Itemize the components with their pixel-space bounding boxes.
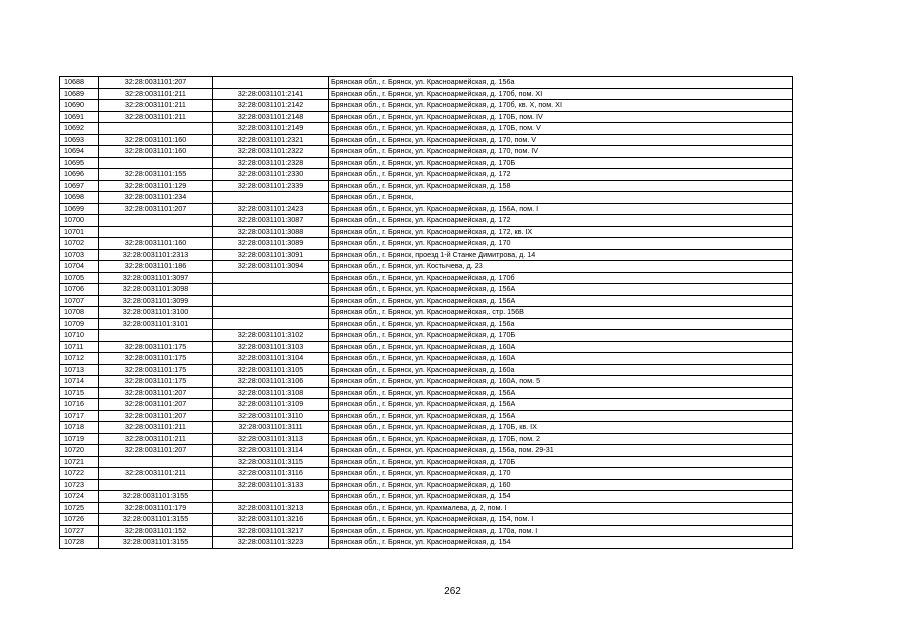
table-row [60,249,793,261]
address-cell: Брянская обл., г. Брянск, ул. Красноармейская, д. 170Б, кв. IX [329,422,793,434]
address-cell: Брянская обл., г. Брянск, ул. Красноармейская, д. 154, пом. I [329,514,793,526]
quarter-number-cell: 32:28:0031101:175 [99,364,213,376]
building-number-cell: 32:28:0031101:2423 [213,203,329,215]
address-cell: Брянская обл., г. Брянск, ул. Красноармейская, д. 156А, пом. I [329,203,793,215]
row-number-cell: 10699 [60,203,99,215]
row-number-cell: 10722 [60,468,99,480]
table-row [60,134,793,146]
building-number-cell: 32:28:0031101:2141 [213,88,329,100]
row-number-cell: 10726 [60,514,99,526]
quarter-number-cell [99,479,213,491]
table-row [60,353,793,365]
quarter-number-cell [99,456,213,468]
row-number-cell: 10718 [60,422,99,434]
address-cell: Брянская обл., г. Брянск, ул. Красноармейская, д. 170 [329,468,793,480]
address-cell: Брянская обл., г. Брянск, ул. Красноармейская, д. 170Б, пом. V [329,123,793,135]
address-cell: Брянская обл., г. Брянск, ул. Красноармейская, д. 158 [329,180,793,192]
row-number-cell: 10715 [60,387,99,399]
table-row [60,295,793,307]
building-number-cell: 32:28:0031101:3103 [213,341,329,353]
address-cell: Брянская обл., г. Брянск, ул. Красноармейская, д. 172 [329,169,793,181]
quarter-number-cell: 32:28:0031101:3101 [99,318,213,330]
building-number-cell: 32:28:0031101:3217 [213,525,329,537]
building-number-cell [213,192,329,204]
registry-table-body [60,77,793,549]
table-row [60,376,793,388]
table-row [60,192,793,204]
row-number-cell: 10728 [60,537,99,549]
table-row [60,502,793,514]
address-cell: Брянская обл., г. Брянск, ул. Красноармейская, д. 160А, пом. 5 [329,376,793,388]
table-row [60,445,793,457]
row-number-cell: 10703 [60,249,99,261]
address-cell: Брянская обл., г. Брянск, ул. Красноармейская, д. 154 [329,537,793,549]
building-number-cell: 32:28:0031101:3094 [213,261,329,273]
quarter-number-cell: 32:28:0031101:160 [99,146,213,158]
building-number-cell: 32:28:0031101:3091 [213,249,329,261]
address-cell: Брянская обл., г. Брянск, ул. Красноармейская, д. 156А [329,410,793,422]
address-cell: Брянская обл., г. Брянск, ул. Красноармейская, д. 172 [329,215,793,227]
row-number-cell: 10693 [60,134,99,146]
table-row [60,514,793,526]
quarter-number-cell: 32:28:0031101:155 [99,169,213,181]
registry-table [59,76,793,549]
table-row [60,180,793,192]
table-row [60,387,793,399]
table-row [60,238,793,250]
quarter-number-cell: 32:28:0031101:211 [99,422,213,434]
building-number-cell: 32:28:0031101:3213 [213,502,329,514]
row-number-cell: 10706 [60,284,99,296]
row-number-cell: 10698 [60,192,99,204]
table-row [60,433,793,445]
address-cell: Брянская обл., г. Брянск, ул. Крахмалева, д. 2, пом. I [329,502,793,514]
quarter-number-cell [99,215,213,227]
address-cell: Брянская обл., г. Брянск, ул. Красноармейская, д. 170Б [329,456,793,468]
row-number-cell: 10714 [60,376,99,388]
quarter-number-cell: 32:28:0031101:234 [99,192,213,204]
address-cell: Брянская обл., г. Брянск, ул. Красноармейская, д. 156А [329,399,793,411]
building-number-cell: 32:28:0031101:3109 [213,399,329,411]
quarter-number-cell: 32:28:0031101:160 [99,134,213,146]
row-number-cell: 10723 [60,479,99,491]
table-row [60,456,793,468]
table-row [60,146,793,158]
quarter-number-cell: 32:28:0031101:3155 [99,537,213,549]
table-row [60,318,793,330]
row-number-cell: 10688 [60,77,99,89]
table-row [60,479,793,491]
address-cell: Брянская обл., г. Брянск, ул. Красноармейская, д. 156а [329,318,793,330]
building-number-cell: 32:28:0031101:3216 [213,514,329,526]
building-number-cell: 32:28:0031101:2322 [213,146,329,158]
address-cell: Брянская обл., г. Брянск, ул. Красноармейская, д. 172, кв. IX [329,226,793,238]
table-row [60,330,793,342]
row-number-cell: 10697 [60,180,99,192]
row-number-cell: 10705 [60,272,99,284]
row-number-cell: 10704 [60,261,99,273]
address-cell: Брянская обл., г. Брянск, ул. Красноармейская, д. 160а [329,364,793,376]
quarter-number-cell: 32:28:0031101:207 [99,445,213,457]
row-number-cell: 10725 [60,502,99,514]
table-row [60,77,793,89]
quarter-number-cell: 32:28:0031101:207 [99,203,213,215]
address-cell: Брянская обл., г. Брянск, ул. Красноармейская, д. 170Б [329,157,793,169]
quarter-number-cell: 32:28:0031101:211 [99,468,213,480]
address-cell: Брянская обл., г. Брянск, ул. Красноармейская, д. 156а [329,77,793,89]
address-cell: Брянская обл., г. Брянск, ул. Красноармейская, д. 170, пом. IV [329,146,793,158]
table-row [60,203,793,215]
table-row [60,284,793,296]
table-row [60,111,793,123]
address-cell: Брянская обл., г. Брянск, ул. Красноармейская, д. 160А [329,353,793,365]
address-cell: Брянская обл., г. Брянск, ул. Красноармейская, д. 170б [329,272,793,284]
address-cell: Брянская обл., г. Брянск, ул. Красноармейская, д. 170Б [329,330,793,342]
building-number-cell [213,272,329,284]
building-number-cell: 32:28:0031101:3105 [213,364,329,376]
table-row [60,307,793,319]
quarter-number-cell: 32:28:0031101:3097 [99,272,213,284]
building-number-cell: 32:28:0031101:2339 [213,180,329,192]
row-number-cell: 10700 [60,215,99,227]
building-number-cell: 32:28:0031101:3133 [213,479,329,491]
quarter-number-cell [99,157,213,169]
table-row [60,261,793,273]
table-row [60,422,793,434]
address-cell: Брянская обл., г. Брянск, ул. Костычева, д. 23 [329,261,793,273]
row-number-cell: 10692 [60,123,99,135]
building-number-cell [213,284,329,296]
table-row [60,468,793,480]
quarter-number-cell: 32:28:0031101:3099 [99,295,213,307]
table-row [60,157,793,169]
building-number-cell [213,307,329,319]
address-cell: Брянская обл., г. Брянск, ул. Красноармейская, д. 170б, пом. XI [329,88,793,100]
row-number-cell: 10702 [60,238,99,250]
quarter-number-cell: 32:28:0031101:3100 [99,307,213,319]
quarter-number-cell: 32:28:0031101:175 [99,353,213,365]
table-row [60,226,793,238]
row-number-cell: 10694 [60,146,99,158]
row-number-cell: 10717 [60,410,99,422]
row-number-cell: 10716 [60,399,99,411]
quarter-number-cell [99,123,213,135]
building-number-cell: 32:28:0031101:3110 [213,410,329,422]
quarter-number-cell: 32:28:0031101:211 [99,88,213,100]
quarter-number-cell: 32:28:0031101:152 [99,525,213,537]
row-number-cell: 10701 [60,226,99,238]
row-number-cell: 10689 [60,88,99,100]
address-cell: Брянская обл., г. Брянск, ул. Красноармейская, д. 160А [329,341,793,353]
address-cell: Брянская обл., г. Брянск, ул. Красноармейская, д. 170Б, пом. 2 [329,433,793,445]
table-row [60,341,793,353]
address-cell: Брянская обл., г. Брянск, [329,192,793,204]
table-row [60,272,793,284]
building-number-cell [213,295,329,307]
quarter-number-cell: 32:28:0031101:211 [99,100,213,112]
table-row [60,169,793,181]
address-cell: Брянская обл., г. Брянск, ул. Красноармейская, д. 170б, кв. X, пом. XI [329,100,793,112]
building-number-cell [213,491,329,503]
quarter-number-cell: 32:28:0031101:207 [99,77,213,89]
building-number-cell: 32:28:0031101:2149 [213,123,329,135]
quarter-number-cell: 32:28:0031101:211 [99,433,213,445]
quarter-number-cell: 32:28:0031101:3155 [99,514,213,526]
building-number-cell: 32:28:0031101:3116 [213,468,329,480]
row-number-cell: 10709 [60,318,99,330]
address-cell: Брянская обл., г. Брянск, проезд 1-й Станке Димитрова, д. 14 [329,249,793,261]
row-number-cell: 10721 [60,456,99,468]
quarter-number-cell: 32:28:0031101:2313 [99,249,213,261]
building-number-cell: 32:28:0031101:3108 [213,387,329,399]
row-number-cell: 10707 [60,295,99,307]
quarter-number-cell: 32:28:0031101:3155 [99,491,213,503]
address-cell: Брянская обл., г. Брянск, ул. Красноармейская, д. 160 [329,479,793,491]
row-number-cell: 10711 [60,341,99,353]
address-cell: Брянская обл., г. Брянск, ул. Красноармейская, д. 154 [329,491,793,503]
quarter-number-cell: 32:28:0031101:175 [99,341,213,353]
building-number-cell: 32:28:0031101:3114 [213,445,329,457]
quarter-number-cell: 32:28:0031101:186 [99,261,213,273]
table-row [60,100,793,112]
row-number-cell: 10696 [60,169,99,181]
table-row [60,123,793,135]
row-number-cell: 10713 [60,364,99,376]
building-number-cell: 32:28:0031101:2142 [213,100,329,112]
table-row [60,215,793,227]
table-row [60,364,793,376]
row-number-cell: 10727 [60,525,99,537]
address-cell: Брянская обл., г. Брянск, ул. Красноармейская, д. 156А [329,284,793,296]
building-number-cell: 32:28:0031101:3104 [213,353,329,365]
building-number-cell: 32:28:0031101:3115 [213,456,329,468]
quarter-number-cell: 32:28:0031101:129 [99,180,213,192]
table-row [60,491,793,503]
row-number-cell: 10710 [60,330,99,342]
quarter-number-cell: 32:28:0031101:207 [99,387,213,399]
table-row [60,399,793,411]
address-cell: Брянская обл., г. Брянск, ул. Красноармейская, д. 170 [329,238,793,250]
row-number-cell: 10708 [60,307,99,319]
address-cell: Брянская обл., г. Брянск, ул. Красноармейская,. стр. 156В [329,307,793,319]
building-number-cell: 32:28:0031101:3087 [213,215,329,227]
quarter-number-cell: 32:28:0031101:179 [99,502,213,514]
building-number-cell: 32:28:0031101:3089 [213,238,329,250]
row-number-cell: 10720 [60,445,99,457]
quarter-number-cell: 32:28:0031101:207 [99,399,213,411]
row-number-cell: 10712 [60,353,99,365]
building-number-cell: 32:28:0031101:2330 [213,169,329,181]
building-number-cell: 32:28:0031101:3113 [213,433,329,445]
address-cell: Брянская обл., г. Брянск, ул. Красноармейская, д. 170Б, пом. IV [329,111,793,123]
table-row [60,410,793,422]
page-number: 262 [444,586,461,597]
row-number-cell: 10691 [60,111,99,123]
quarter-number-cell: 32:28:0031101:207 [99,410,213,422]
building-number-cell: 32:28:0031101:2328 [213,157,329,169]
building-number-cell [213,77,329,89]
table-row [60,537,793,549]
quarter-number-cell: 32:28:0031101:3098 [99,284,213,296]
address-cell: Брянская обл., г. Брянск, ул. Красноармейская, д. 156а, пом. 29-31 [329,445,793,457]
building-number-cell: 32:28:0031101:3111 [213,422,329,434]
row-number-cell: 10724 [60,491,99,503]
row-number-cell: 10719 [60,433,99,445]
table-row [60,525,793,537]
address-cell: Брянская обл., г. Брянск, ул. Красноармейская, д. 156А [329,387,793,399]
quarter-number-cell: 32:28:0031101:211 [99,111,213,123]
address-cell: Брянская обл., г. Брянск, ул. Красноармейская, д. 170а, пом. I [329,525,793,537]
quarter-number-cell: 32:28:0031101:160 [99,238,213,250]
table-row [60,88,793,100]
address-cell: Брянская обл., г. Брянск, ул. Красноармейская, д. 170, пом. V [329,134,793,146]
building-number-cell: 32:28:0031101:2148 [213,111,329,123]
building-number-cell: 32:28:0031101:3102 [213,330,329,342]
quarter-number-cell [99,330,213,342]
building-number-cell: 32:28:0031101:3088 [213,226,329,238]
quarter-number-cell: 32:28:0031101:175 [99,376,213,388]
building-number-cell: 32:28:0031101:3223 [213,537,329,549]
row-number-cell: 10690 [60,100,99,112]
quarter-number-cell [99,226,213,238]
building-number-cell [213,318,329,330]
building-number-cell: 32:28:0031101:2321 [213,134,329,146]
row-number-cell: 10695 [60,157,99,169]
building-number-cell: 32:28:0031101:3106 [213,376,329,388]
address-cell: Брянская обл., г. Брянск, ул. Красноармейская, д. 156А [329,295,793,307]
